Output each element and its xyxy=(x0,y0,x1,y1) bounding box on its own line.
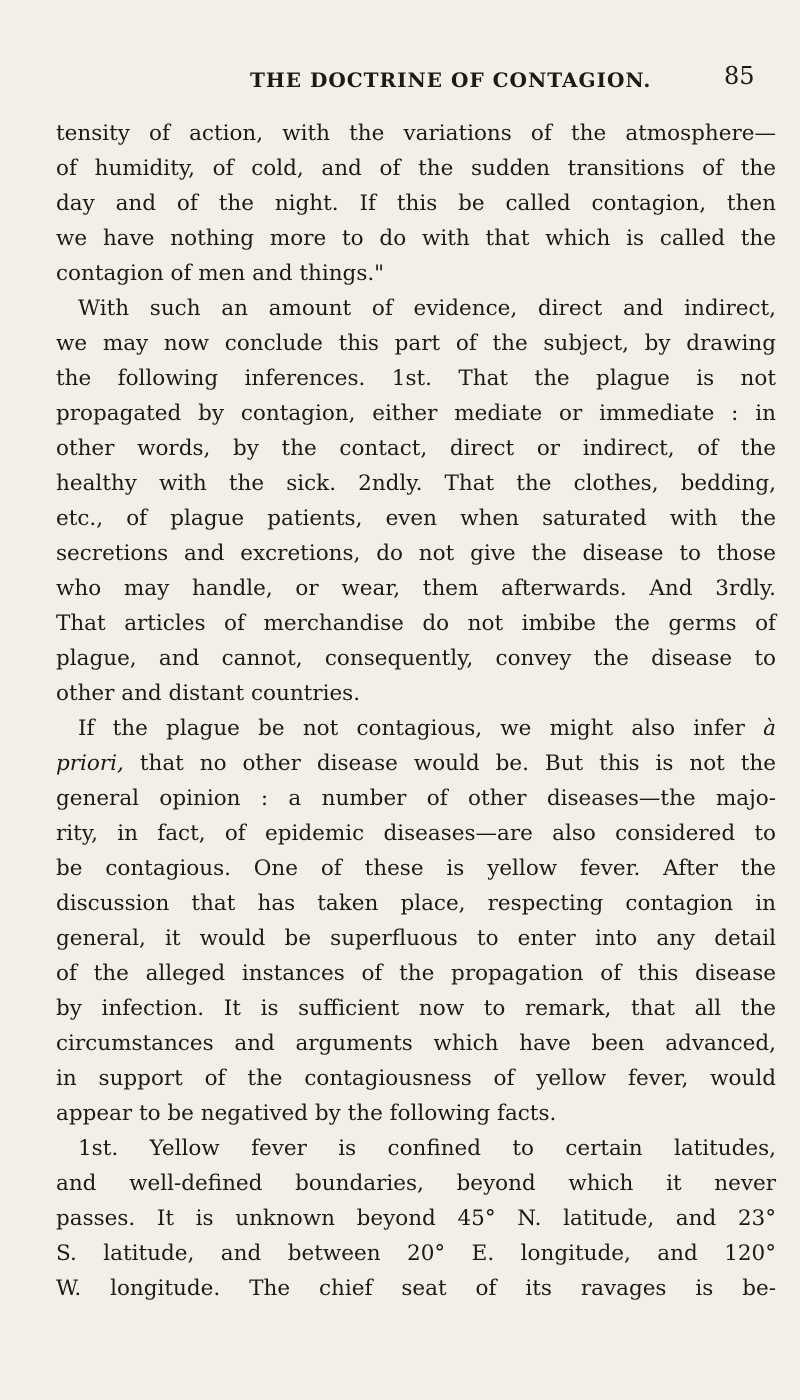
text-line: circumstances and arguments which have been advanced, xyxy=(56,1031,776,1056)
text-line: secretions and excretions, do not give the disease to those xyxy=(56,541,776,566)
text-line xyxy=(56,711,776,746)
text-line xyxy=(56,746,776,781)
text-fragment: that no other disease would be. But this is not the xyxy=(139,751,776,776)
text-line: propagated by contagion, either mediate or immediate : in xyxy=(56,401,776,426)
running-head-title: THE DOCTRINE OF CONTAGION. xyxy=(250,68,652,92)
text-line: That articles of merchandise do not imbibe the germs of xyxy=(56,611,776,636)
text-line: general opinion : a number of other diseases—the majo- xyxy=(56,786,776,811)
running-head xyxy=(0,62,800,108)
italic-text: priori, xyxy=(56,751,124,776)
text-line: W. longitude. The chief seat of its ravages is be- xyxy=(56,1276,776,1301)
page-number: 85 xyxy=(724,62,755,90)
text-line: plague, and cannot, consequently, convey the disease to xyxy=(56,646,776,671)
text-line: etc., of plague patients, even when saturated with the xyxy=(56,506,776,531)
text-line: of the alleged instances of the propagation of this disease xyxy=(56,961,776,986)
text-line: general, it would be superfluous to enter into any detail xyxy=(56,926,776,951)
text-line: who may handle, or wear, them afterwards. And 3rdly. xyxy=(56,576,776,601)
text-line: in support of the contagiousness of yellow fever, would xyxy=(56,1066,776,1091)
text-line: the following inferences. 1st. That the plague is not xyxy=(56,366,776,391)
text-line: contagion of men and things." xyxy=(56,261,385,286)
text-line: other words, by the contact, direct or indirect, of the xyxy=(56,436,776,461)
text-line: tensity of action, with the variations of the atmosphere— xyxy=(56,121,776,146)
text-line: be contagious. One of these is yellow fever. After the xyxy=(56,856,776,881)
text-line: by infection. It is sufficient now to remark, that all the xyxy=(56,996,776,1021)
text-fragment: If the plague be not contagious, we might also infer xyxy=(78,716,745,741)
body-text xyxy=(56,116,776,1306)
text-line: we may now conclude this part of the subject, by drawing xyxy=(56,331,776,356)
text-line: With such an amount of evidence, direct and indirect, xyxy=(78,296,776,321)
text-line: we have nothing more to do with that which is called the xyxy=(56,226,776,251)
text-line: 1st. Yellow fever is confined to certain latitudes, xyxy=(78,1136,776,1161)
italic-text: à xyxy=(763,716,776,741)
text-line: other and distant countries. xyxy=(56,681,361,706)
text-line: passes. It is unknown beyond 45° N. latitude, and 23° xyxy=(56,1206,776,1231)
text-line: discussion that has taken place, respecting contagion in xyxy=(56,891,776,916)
text-line: and well-defined boundaries, beyond which it never xyxy=(56,1171,776,1196)
text-line: healthy with the sick. 2ndly. That the clothes, bedding, xyxy=(56,471,776,496)
text-line: rity, in fact, of epidemic diseases—are also considered to xyxy=(56,821,776,846)
text-line: day and of the night. If this be called contagion, then xyxy=(56,191,776,216)
text-line: of humidity, of cold, and of the sudden transitions of the xyxy=(56,156,776,181)
text-line: appear to be negatived by the following facts. xyxy=(56,1101,557,1126)
text-line: S. latitude, and between 20° E. longitude, and 120° xyxy=(56,1241,776,1266)
